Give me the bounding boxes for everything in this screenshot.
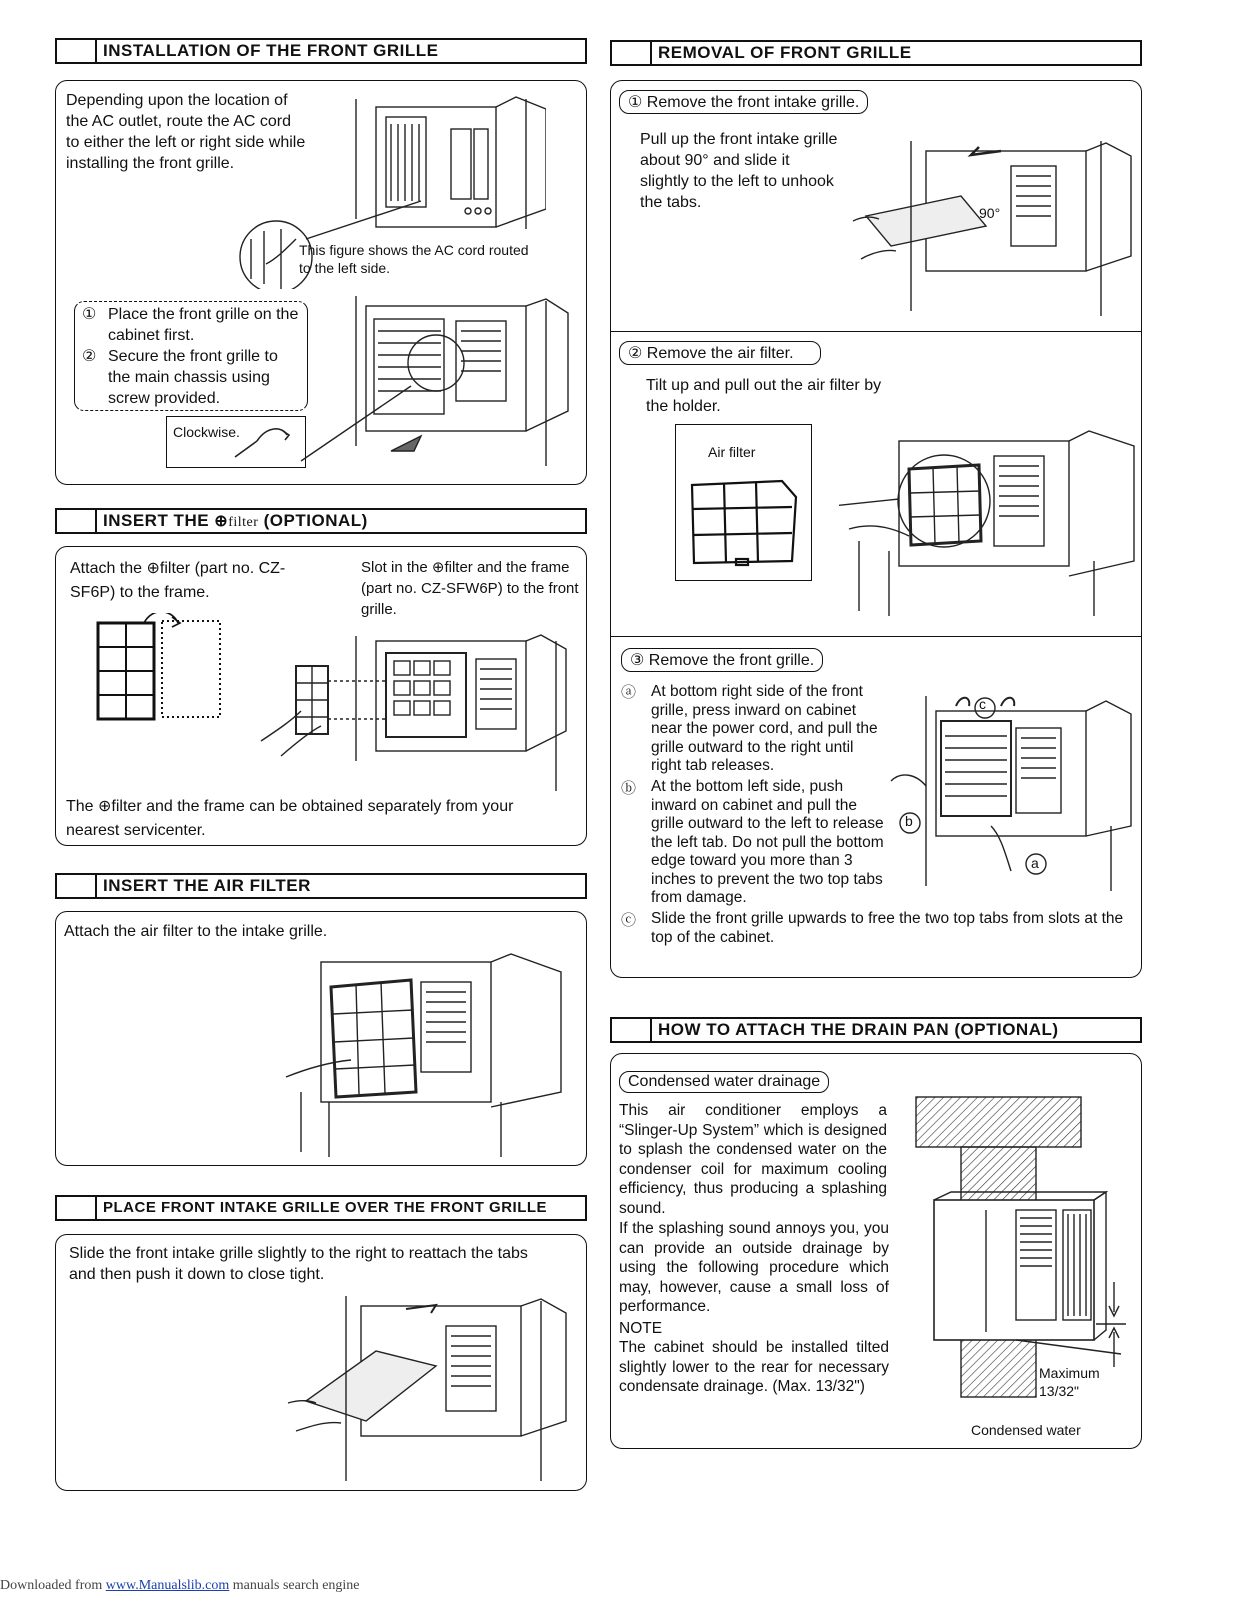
title-suffix: (OPTIONAL) <box>258 511 368 530</box>
header-number-box <box>57 510 97 532</box>
removal-step-1-label: ① Remove the front intake grille. <box>619 90 868 114</box>
grille-screw-illustration <box>296 291 576 471</box>
section-title: INSERT THE AIR FILTER <box>103 876 311 895</box>
drainage-subtitle: Condensed water drainage <box>619 1071 829 1093</box>
manualslib-link[interactable]: www.Manualslib.com <box>105 1578 230 1593</box>
step-2-text: Secure the front grille to the main chassis using screw provided. <box>108 348 278 407</box>
section-header-insert-filter <box>55 508 587 534</box>
header-number-box <box>57 40 97 62</box>
step-1-number: ① <box>82 306 97 323</box>
note-label: NOTE <box>619 1320 663 1337</box>
drain-paragraph-2: If the splashing sound annoys you, you can provide an outside drainage by using the following procedure which may, however, cause a small loss of performance. <box>619 1220 889 1316</box>
clockwise-label: Clockwise. <box>173 424 240 440</box>
section-header-intake-grille <box>55 1195 587 1221</box>
figure-caption: This figure shows the AC cord routed to the left side. <box>299 242 529 276</box>
installation-intro: Depending upon the location of the AC outlet, route the AC cord to either the left or right side while installing the front grille. <box>66 92 306 172</box>
removal-step-3-label: ③ Remove the front grille. <box>621 648 823 672</box>
sub-b-text: At the bottom left side, push inward on cabinet and pull the grille outward to the left to release the left tab. Do not pull the bottom edge toward you more than 3 inches to prevent the two top tabs from damage. <box>651 778 884 906</box>
slot-filter-illustration <box>256 631 576 796</box>
header-number-box <box>57 875 97 897</box>
air-filter-illustration <box>281 942 571 1162</box>
filter-removal-illustration <box>839 411 1139 621</box>
section-header-removal <box>610 40 1142 66</box>
step-1-text: Place the front grille on the cabinet first. <box>108 306 299 344</box>
intake-grille-illustration <box>286 1291 571 1486</box>
removal-step-1-text: Pull up the front intake grille about 90° and slide it slightly to the left to unhook the tabs. <box>640 131 838 211</box>
grille-removal-illustration <box>881 686 1136 896</box>
section-title <box>103 511 368 531</box>
sub-c-text: Slide the front grille upwards to free the two top tabs from slots at the top of the cabinet. <box>651 910 1124 946</box>
illus-mark-a: a <box>1031 855 1039 871</box>
drain-pan-panel <box>610 1053 1142 1449</box>
footer-suffix: manuals search engine <box>229 1578 360 1593</box>
header-number-box <box>612 42 652 64</box>
section-header-air-filter <box>55 873 587 899</box>
section-title: HOW TO ATTACH THE DRAIN PAN (OPTIONAL) <box>658 1020 1059 1039</box>
water-label: Condensed water <box>971 1422 1081 1438</box>
sub-c-mark: ⓒ <box>621 912 637 929</box>
sub-b-mark: ⓑ <box>621 780 637 797</box>
header-number-box <box>57 1197 97 1219</box>
illus-mark-c: c <box>979 696 986 712</box>
air-filter-text: Attach the air filter to the intake grille. <box>64 923 328 940</box>
filter-logo-icon: ⊕ <box>214 513 229 530</box>
filter-frame-illustration <box>94 613 234 725</box>
sub-a-text: At bottom right side of the front grille, press inward on cabinet near the power cord, and pull the grille outward to the right until right tab releases. <box>651 683 878 774</box>
filter-right-text: Slot in the ⊕filter and the frame (part no. CZ-SFW6P) to the front grille. <box>361 559 579 618</box>
section-title: INSTALLATION OF THE FRONT GRILLE <box>103 41 439 60</box>
title-logo-text: filter <box>228 515 259 530</box>
installation-panel <box>55 80 587 485</box>
drain-paragraph-1: This air conditioner employs a “Slinger-Up System” which is designed to splash the condensed water on the condenser coil for maximum cooling efficiency, thus producing a splashing sound. <box>619 1102 887 1217</box>
intake-grille-text: Slide the front intake grille slightly to the right to reattach the tabs and then push it down to close tight. <box>69 1245 528 1283</box>
step-divider <box>611 331 1141 332</box>
step-divider <box>611 636 1141 637</box>
filter-left-text: Attach the ⊕filter (part no. CZ-SF6P) to the frame. <box>70 560 286 601</box>
download-footer <box>0 1578 360 1594</box>
air-filter-detail-box <box>675 424 812 581</box>
air-filter-label: Air filter <box>708 444 756 460</box>
section-title: REMOVAL OF FRONT GRILLE <box>658 43 912 62</box>
intake-removal-illustration <box>851 131 1136 321</box>
section-header-drain-pan <box>610 1017 1142 1043</box>
screwdriver-icon <box>227 421 299 463</box>
insert-filter-panel <box>55 546 587 846</box>
note-text: The cabinet should be installed tilted slightly lower to the rear for necessary condensate drainage. (Max. 13/32") <box>619 1339 889 1396</box>
removal-panel <box>610 80 1142 978</box>
max-label: Maximum 13/32" <box>1039 1365 1100 1399</box>
section-header-installation <box>55 38 587 64</box>
air-filter-icon <box>688 477 800 569</box>
clockwise-box <box>166 416 306 468</box>
section-title: PLACE FRONT INTAKE GRILLE OVER THE FRONT GRILLE <box>103 1199 548 1216</box>
intake-grille-panel <box>55 1234 587 1491</box>
air-filter-panel <box>55 911 587 1166</box>
title-prefix: INSERT THE <box>103 511 215 530</box>
removal-step-2-text: Tilt up and pull out the air filter by the holder. <box>646 377 882 415</box>
filter-bottom-text: The ⊕filter and the frame can be obtained separately from your nearest servicenter. <box>66 798 514 839</box>
angle-label: 90° <box>979 205 1001 221</box>
footer-prefix: Downloaded from <box>0 1578 106 1593</box>
removal-step-2-label: ② Remove the air filter. <box>619 341 821 365</box>
sub-a-mark: ⓐ <box>621 684 637 701</box>
header-number-box <box>612 1019 652 1041</box>
illus-mark-b: b <box>905 813 913 829</box>
step-2-number: ② <box>82 348 97 365</box>
